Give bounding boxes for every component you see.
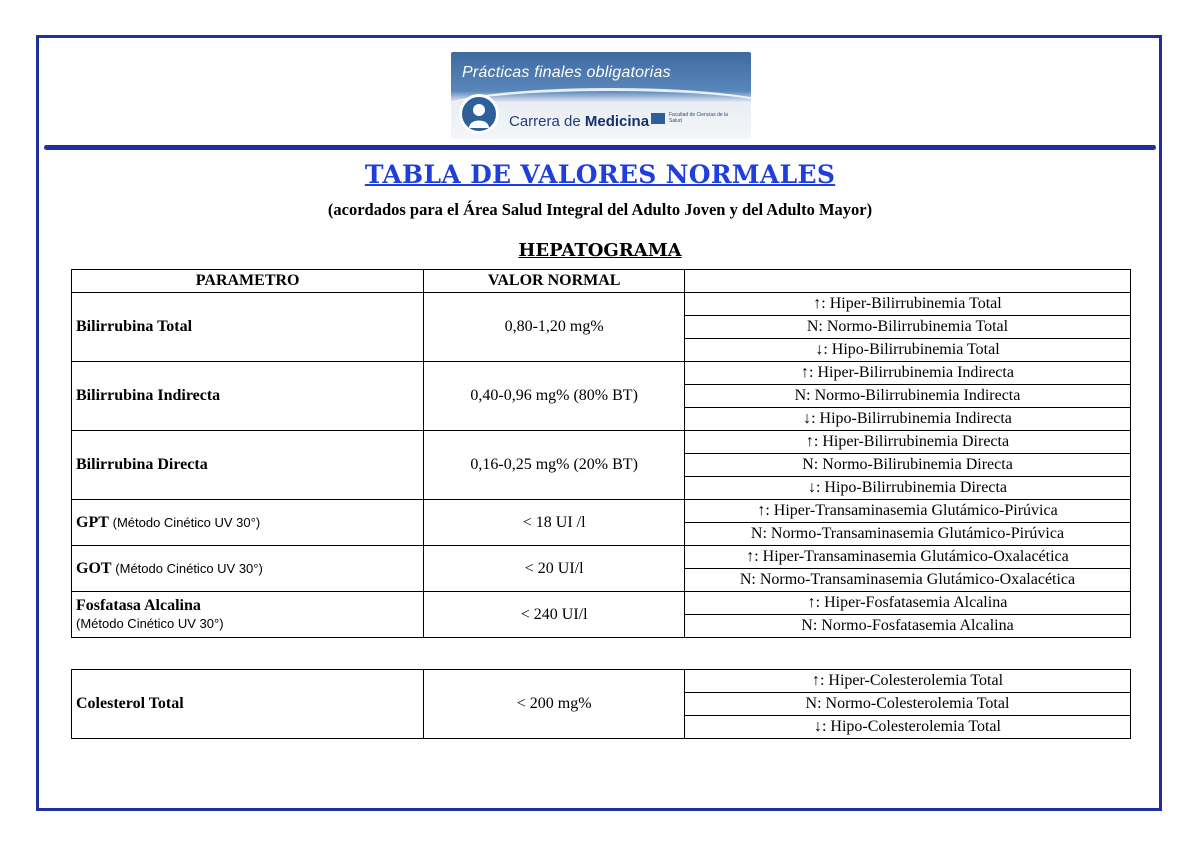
param-name: Colesterol Total (76, 695, 184, 712)
param-name: Bilirrubina Indirecta (76, 387, 221, 404)
normal-value-cell: 0,40-0,96 mg% (80% BT) (424, 362, 685, 431)
page-subtitle: (acordados para el Área Salud Integral del Adulto Joven y del Adulto Mayor) (327, 200, 873, 219)
section-title: HEPATOGRAMA (518, 240, 682, 261)
interpretation-cell: ↑: Hiper-Bilirrubinemia Indirecta (684, 362, 1130, 385)
param-method: (Método Cinético UV 30°) (112, 514, 261, 530)
interpretation-cell: N: Normo-Bilirrubinemia Indirecta (684, 385, 1130, 408)
param-method: (Método Cinético UV 30°) (115, 560, 263, 576)
param-name: Fosfatasa Alcalina (76, 596, 201, 614)
interpretation-cell: N: Normo-Transaminasemia Glutámico-Pirúvica (684, 523, 1130, 546)
interpretation-cell: N: Normo-Bilirrubinemia Total (684, 316, 1130, 339)
table-row (72, 592, 1131, 615)
interpretation-cell: ↑: Hiper-Transaminasemia Glutámico-Oxalacética (684, 546, 1130, 569)
interpretation-cell: N: Normo-Fosfatasemia Alcalina (684, 615, 1130, 638)
practicas-banner (451, 52, 751, 139)
param-cell (72, 293, 424, 362)
header-param: PARAMETRO (72, 270, 424, 293)
table-row (72, 362, 1131, 385)
param-method: (Método Cinético UV 30°) (76, 615, 224, 631)
banner-career (509, 113, 649, 130)
interpretation-cell: N: Normo-Colesterolemia Total (684, 693, 1130, 716)
param-cell (72, 670, 424, 739)
interpretation-cell: ↓: Hipo-Bilirrubinemia Total (684, 339, 1130, 362)
normal-value-cell: 0,16-0,25 mg% (20% BT) (424, 431, 685, 500)
table-row (72, 546, 1131, 569)
interpretation-cell: N: Normo-Transaminasemia Glutámico-Oxalacética (684, 569, 1130, 592)
table-row (72, 431, 1131, 454)
interpretation-cell: ↓: Hipo-Colesterolemia Total (684, 716, 1130, 739)
normal-value-cell: < 240 UI/l (424, 592, 685, 638)
param-cell (72, 362, 424, 431)
interpretation-cell: ↓: Hipo-Bilirrubinemia Indirecta (684, 408, 1130, 431)
normal-value-cell: < 20 UI/l (424, 546, 685, 592)
interpretation-cell: ↑: Hiper-Colesterolemia Total (684, 670, 1130, 693)
normal-value-cell: < 200 mg% (424, 670, 685, 739)
interpretation-cell: ↑: Hiper-Bilirrubinemia Total (684, 293, 1130, 316)
header-value: VALOR NORMAL (424, 270, 685, 293)
header-divider (44, 145, 1156, 150)
param-name: GOT (76, 559, 112, 577)
career-prefix: Carrera de (509, 113, 581, 130)
banner-title: Prácticas finales obligatorias (462, 64, 671, 81)
career-name: Medicina (584, 113, 650, 130)
university-logo-icon (651, 113, 665, 124)
table-header-row (72, 270, 1131, 293)
interpretation-cell: ↑: Hiper-Fosfatasemia Alcalina (684, 592, 1130, 615)
interpretation-cell: ↑: Hiper-Bilirrubinemia Directa (684, 431, 1130, 454)
interpretation-cell: ↑: Hiper-Transaminasemia Glutámico-Pirúvica (684, 500, 1130, 523)
param-name: Bilirrubina Total (76, 318, 193, 335)
param-cell (72, 546, 424, 592)
table-row (72, 293, 1131, 316)
hepatograma-table (71, 269, 1131, 638)
param-cell (72, 592, 424, 638)
table-row (72, 500, 1131, 523)
normal-value-cell: < 18 UI /l (424, 500, 685, 546)
interpretation-cell: N: Normo-Bilirubinemia Directa (684, 454, 1130, 477)
interpretation-cell: ↓: Hipo-Bilirrubinemia Directa (684, 477, 1130, 500)
param-cell (72, 431, 424, 500)
page-title: TABLA DE VALORES NORMALES (364, 160, 836, 189)
banner-faculty: Facultad de Ciencias de la Salud (669, 112, 728, 124)
header-interp (684, 270, 1130, 293)
param-name: GPT (76, 513, 109, 531)
table-row (72, 670, 1131, 693)
cholesterol-table (71, 669, 1131, 739)
doctor-avatar-icon (459, 94, 499, 134)
normal-value-cell: 0,80-1,20 mg% (424, 293, 685, 362)
param-name: Bilirrubina Directa (76, 456, 208, 473)
param-cell (72, 500, 424, 546)
